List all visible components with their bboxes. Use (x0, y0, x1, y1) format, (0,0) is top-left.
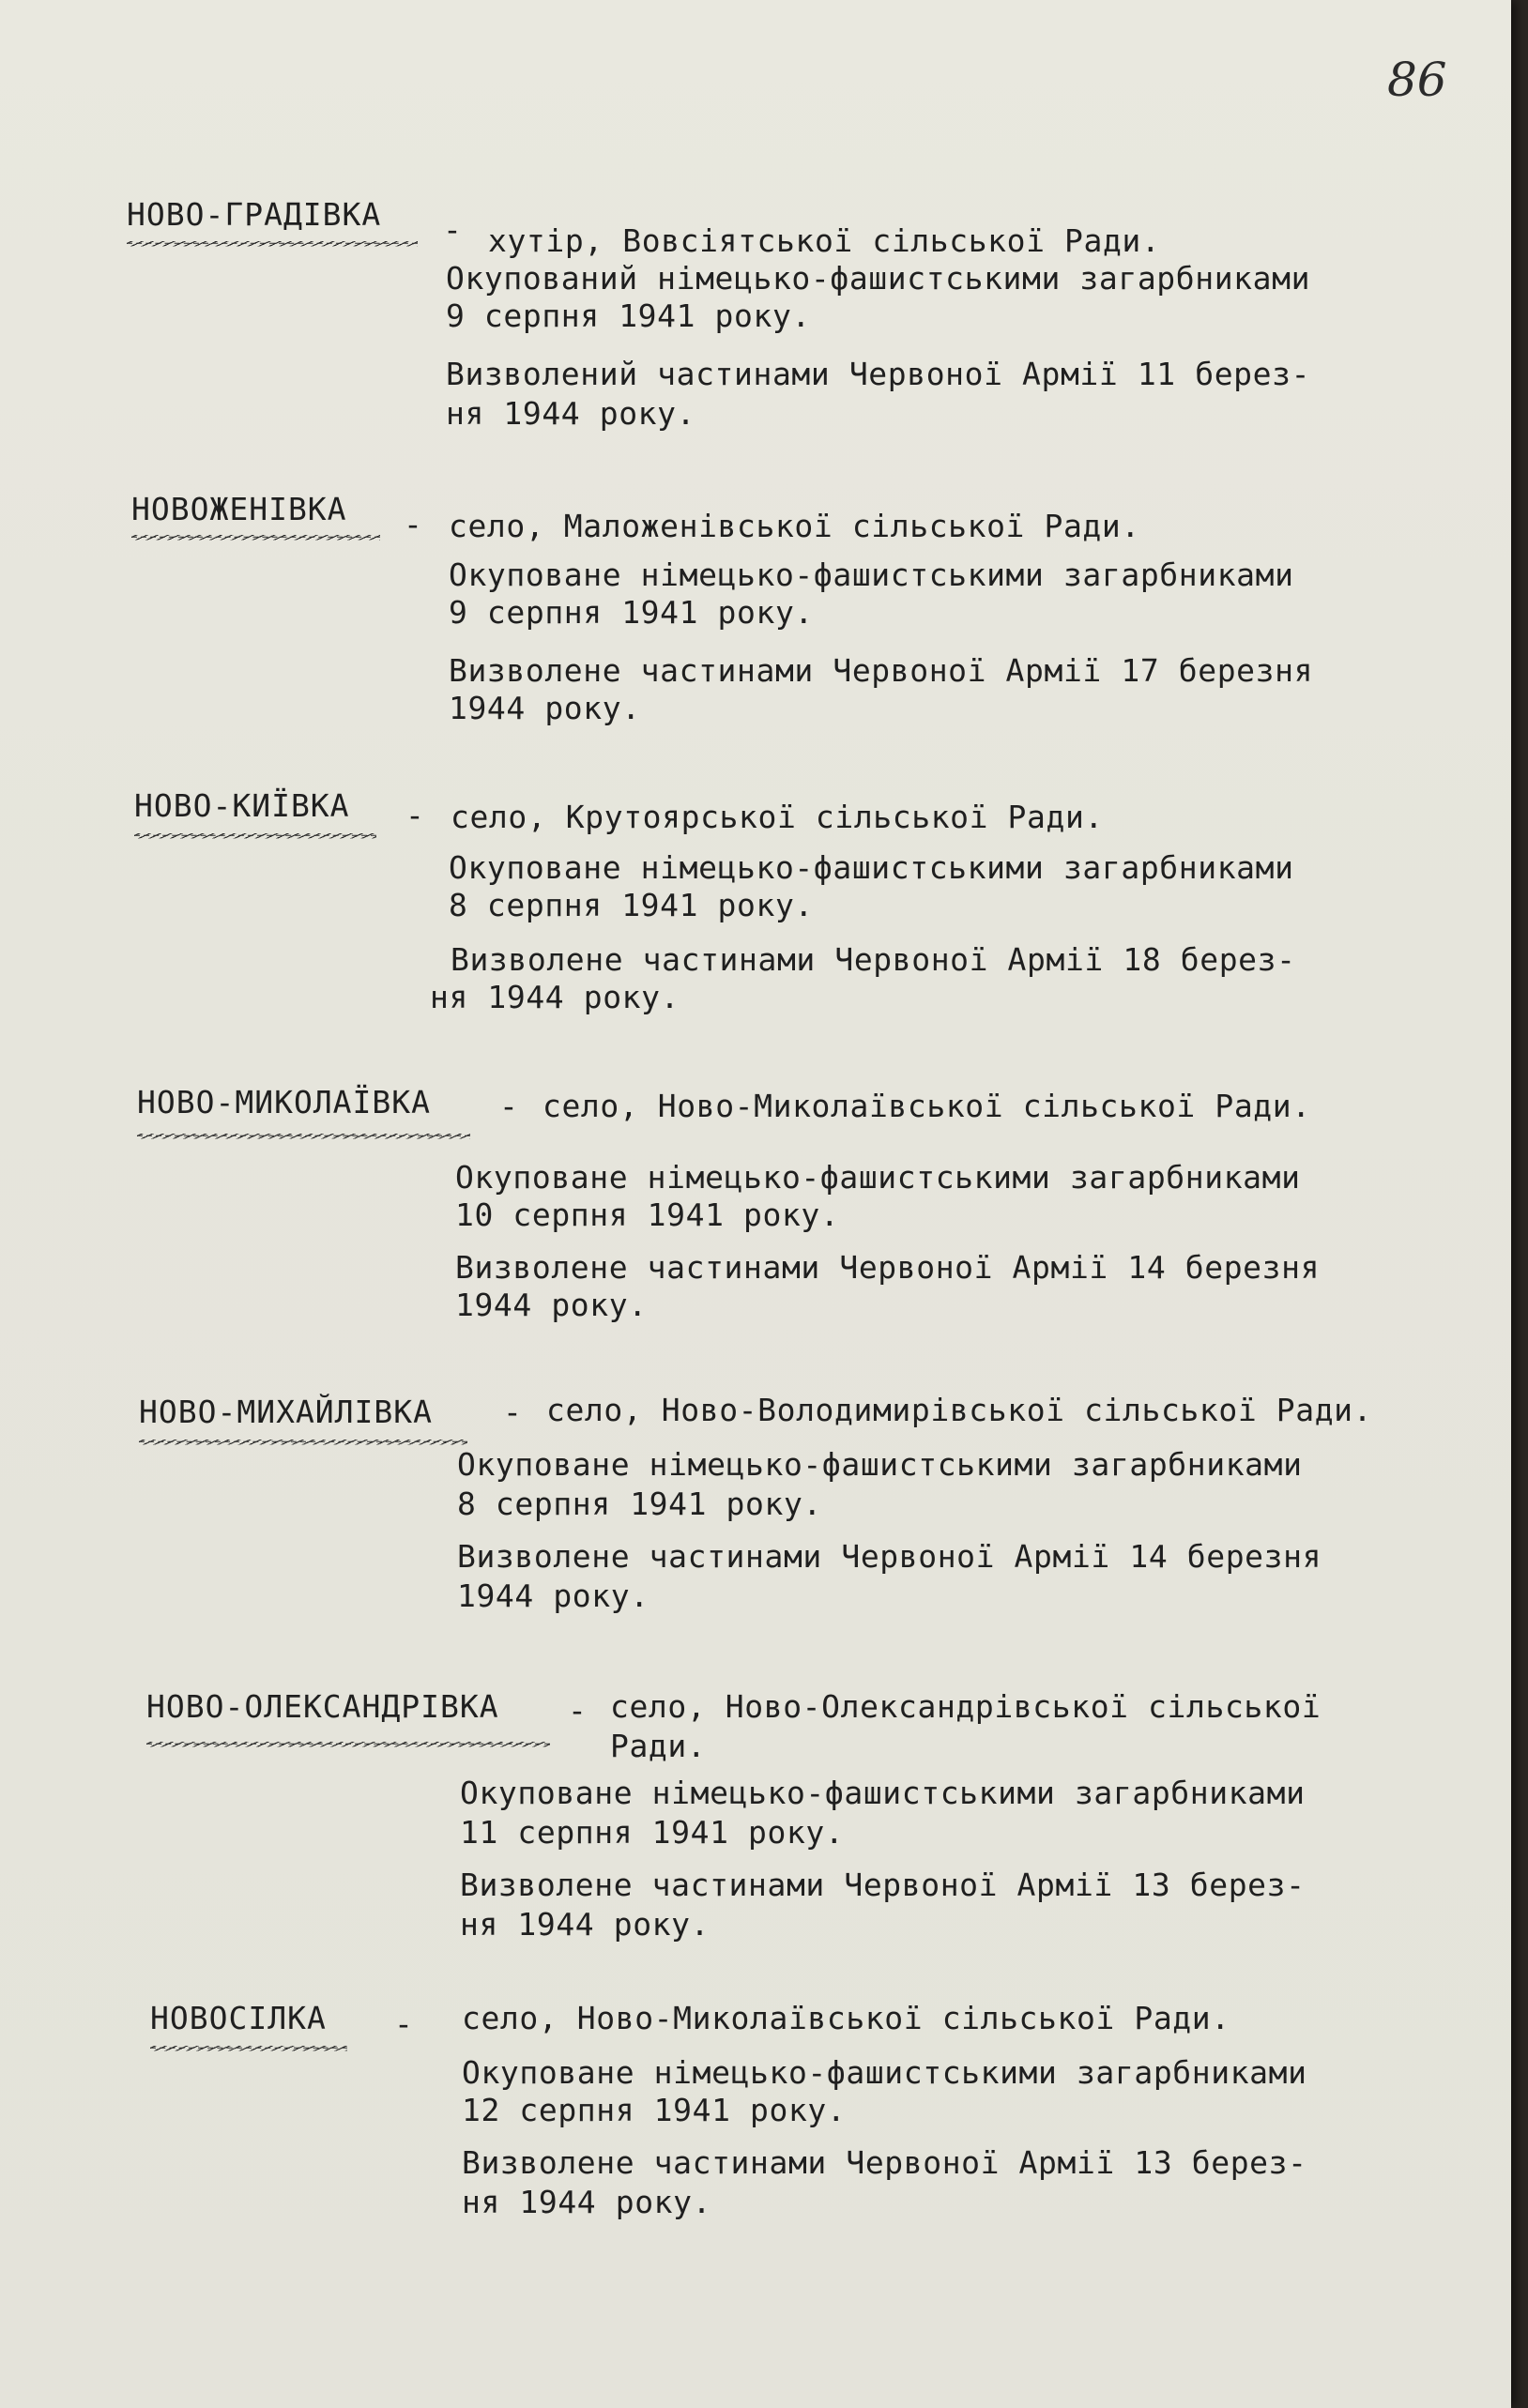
occupation-line-2: 9 серпня 1941 року. (449, 594, 814, 631)
occupation-line-1: Окуповане німецько-фашистськими загарбниками (455, 1159, 1301, 1196)
liberation-line-1: Визволене частинами Червоної Армії 14 березня (455, 1249, 1321, 1286)
liberation-line-1: Визволене частинами Червоної Армії 14 березня (457, 1538, 1322, 1575)
name-underline (137, 1134, 470, 1138)
occupation-line-2: 8 серпня 1941 року. (457, 1486, 822, 1522)
entry-name: НОВО-МИКОЛАЇВКА (137, 1084, 432, 1120)
entry-description: село, Ново-Володимирівської сільської Ради. (546, 1392, 1373, 1428)
entry-dash: - (503, 1394, 523, 1430)
name-underline (127, 241, 418, 246)
name-underline (134, 833, 376, 838)
name-underline (139, 1440, 467, 1444)
entry-dash: - (499, 1088, 519, 1124)
liberation-line-2: 1944 року. (455, 1287, 648, 1323)
occupation-line-2: 10 серпня 1941 року. (455, 1196, 840, 1233)
name-underline (131, 535, 380, 540)
liberation-line-2: ня 1944 року. (446, 395, 696, 432)
entry-description: село, Ново-Олександрівської сільської (610, 1688, 1322, 1725)
entry-dash: - (443, 211, 463, 248)
entry-description: село, Крутоярської сільської Ради. (451, 799, 1104, 835)
liberation-line-1: Визволене частинами Червоної Армії 13 берез- (460, 1867, 1306, 1903)
liberation-line-2: ня 1944 року. (460, 1906, 711, 1943)
name-underline (146, 1742, 550, 1746)
entry-dash: - (394, 2005, 414, 2042)
liberation-line-1: Визволене частинами Червоної Армії 17 березня (449, 652, 1314, 689)
occupation-line-1: Окуповане німецько-фашистськими загарбниками (460, 1775, 1306, 1811)
occupation-line-1: Окуповане німецько-фашистськими загарбниками (449, 849, 1294, 886)
occupation-line-2: 12 серпня 1941 року. (462, 2092, 847, 2128)
liberation-line-2: 1944 року. (449, 690, 641, 726)
name-underline (150, 2046, 347, 2050)
entry-name: НОВО-ОЛЕКСАНДРІВКА (146, 1688, 499, 1725)
entry-name: НОВОЖЕНІВКА (131, 491, 347, 527)
entry-dash: - (405, 797, 425, 833)
entry-description: село, Ново-Миколаївської сільської Ради. (542, 1088, 1311, 1124)
entry-description: хутір, Вовсіятської сільської Ради. (488, 222, 1161, 259)
liberation-line-2: ня 1944 року. (462, 2184, 712, 2220)
occupation-line-1: Окупований німецько-фашистськими загарбниками (446, 260, 1311, 297)
entry-name: НОВО-ГРАДІВКА (127, 196, 382, 233)
occupation-line-1: Окуповане німецько-фашистськими загарбниками (462, 2054, 1307, 2091)
occupation-line-2: 8 серпня 1941 року. (449, 887, 814, 923)
entry-dash: - (404, 506, 423, 542)
occupation-line-1: Окуповане німецько-фашистськими загарбниками (449, 556, 1294, 593)
liberation-line-2: ня 1944 року. (430, 979, 680, 1015)
entry-name: НОВО-МИХАЙЛІВКА (139, 1394, 434, 1430)
page-number: 86 (1387, 53, 1447, 107)
entry-dash: - (568, 1692, 588, 1729)
entry-name: НОВОСІЛКА (150, 2000, 327, 2036)
liberation-line-1: Визволене частинами Червоної Армії 18 берез- (451, 941, 1296, 978)
occupation-line-2: 11 серпня 1941 року. (460, 1814, 845, 1851)
entry-description: село, Маложенівської сільської Ради. (449, 508, 1140, 544)
occupation-line-2: 9 серпня 1941 року. (446, 297, 811, 334)
entry-description-continued: Ради. (610, 1728, 707, 1764)
entry-description: село, Ново-Миколаївської сільської Ради. (462, 2000, 1230, 2036)
liberation-line-1: Визволений частинами Червоної Армії 11 берез- (446, 356, 1311, 392)
liberation-line-1: Визволене частинами Червоної Армії 13 берез- (462, 2144, 1307, 2181)
occupation-line-1: Окуповане німецько-фашистськими загарбниками (457, 1446, 1303, 1483)
liberation-line-2: 1944 року. (457, 1577, 649, 1614)
entry-name: НОВО-КИЇВКА (134, 787, 350, 824)
